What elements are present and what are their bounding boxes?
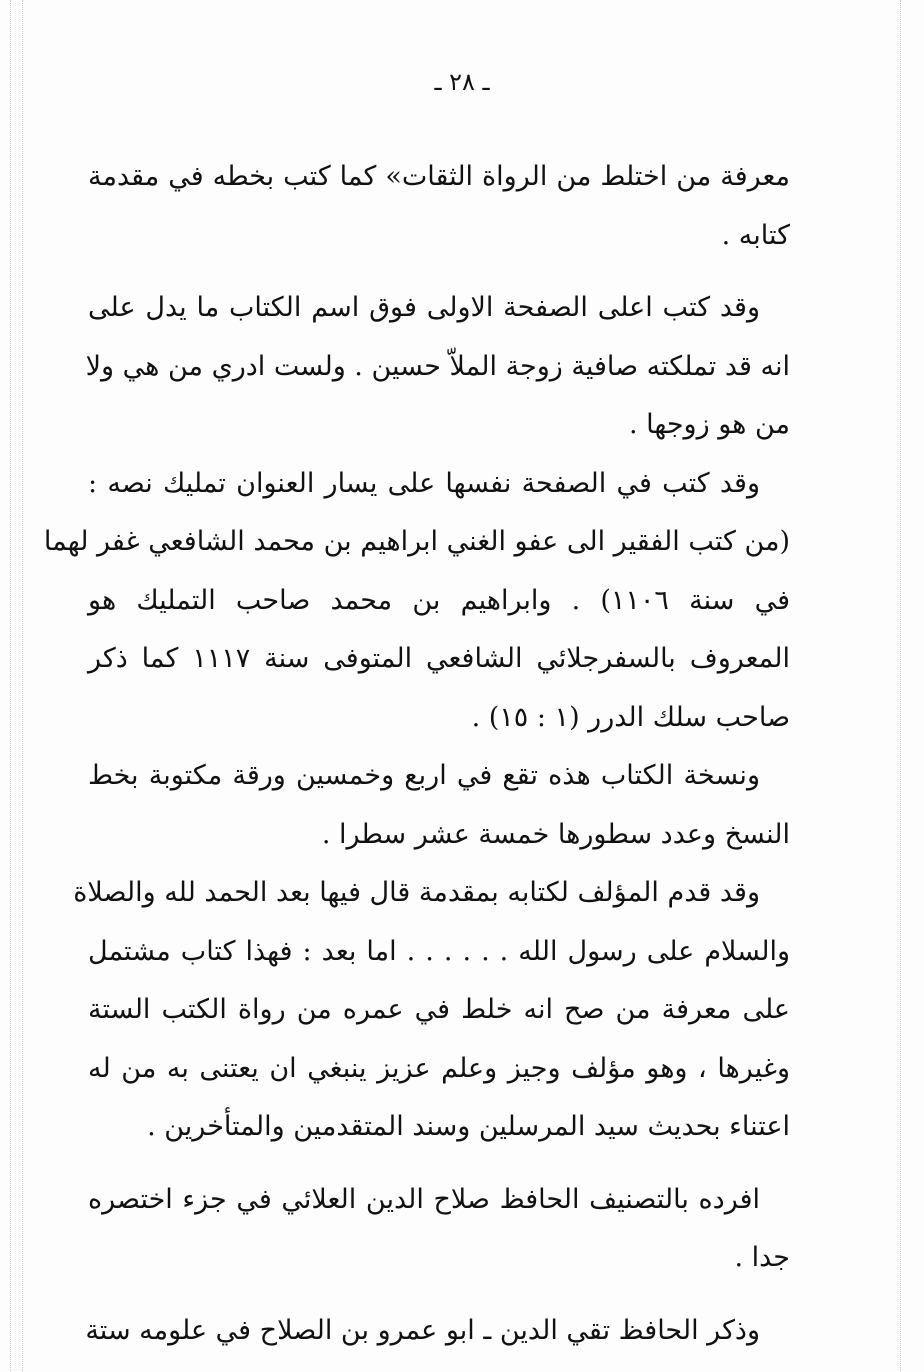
text-line: في سنة ١١٠٦) . وابراهيم بن محمد صاحب التمليك هو [88, 584, 790, 616]
left-margin-dots [10, 0, 11, 1372]
paragraph-gap [88, 1288, 790, 1302]
paragraph [88, 1171, 790, 1288]
text-line: افرده بالتصنيف الحافظ صلاح الدين العلائي في جزء اختصره [88, 1183, 760, 1215]
text-line: النسخ وعدد سطورها خمسة عشر سطرا . [321, 818, 790, 850]
paragraph [88, 747, 790, 864]
text-line: جدا . [734, 1242, 790, 1273]
text-line: والسلام على رسول الله . . . . . . اما بعد : فهذا كتاب مشتمل [88, 935, 790, 967]
paragraph-gap [88, 265, 790, 279]
right-margin-dots [900, 0, 901, 1372]
text-line: ونسخة الكتاب هذه تقع في اربع وخمسين ورقة مكتوبة بخط [88, 760, 760, 791]
left-margin-dots-inner [22, 0, 23, 1372]
paragraph [43, 455, 790, 748]
text-line: انه قد تملكته صافية زوجة الملاّ حسين . ولست ادري من هي ولا [85, 350, 790, 382]
page-number: ـ ٢٨ ـ [434, 68, 490, 96]
text-line: كتابه . [721, 219, 790, 251]
paragraph [73, 864, 790, 1157]
text-line: وقد كتب في الصفحة نفسها على يسار العنوان تمليك نصه : [88, 467, 760, 499]
body-text [43, 148, 790, 1360]
text-line: وذكر الحافظ تقي الدين ـ ابو عمرو بن الصلاح في علومه ستة [85, 1314, 760, 1346]
paragraph [85, 279, 790, 455]
text-line: على معرفة من صح انه خلط في عمره من رواة الكتب الستة [88, 994, 790, 1025]
text-line: من هو زوجها . [629, 409, 790, 440]
paragraph [88, 148, 790, 265]
text-line: وقد كتب اعلى الصفحة الاولى فوق اسم الكتاب ما يدل على [88, 292, 760, 323]
text-line: المعروف بالسفرجلائي الشافعي المتوفى سنة ١١١٧ كما ذكر [88, 643, 790, 674]
text-line: معرفة من اختلط من الرواة الثقات» كما كتب بخطه في مقدمة [88, 161, 790, 192]
text-line: وقد قدم المؤلف لكتابه بمقدمة قال فيها بعد الحمد لله والصلاة [73, 877, 760, 908]
text-line: صاحب سلك الدرر (١ : ١٥) . [471, 701, 790, 733]
text-line: اعتناء بحديث سيد المرسلين وسند المتقدمين والمتأخرين . [147, 1111, 790, 1142]
paragraph [85, 1302, 790, 1361]
text-line: (من كتب الفقير الى عفو الغني ابراهيم بن محمد الشافعي غفر لهما [43, 526, 790, 557]
paragraph-gap [88, 1157, 790, 1171]
text-line: وغيرها ، وهو مؤلف وجيز وعلم عزيز ينبغي ان يعتنى به من له [88, 1052, 790, 1084]
